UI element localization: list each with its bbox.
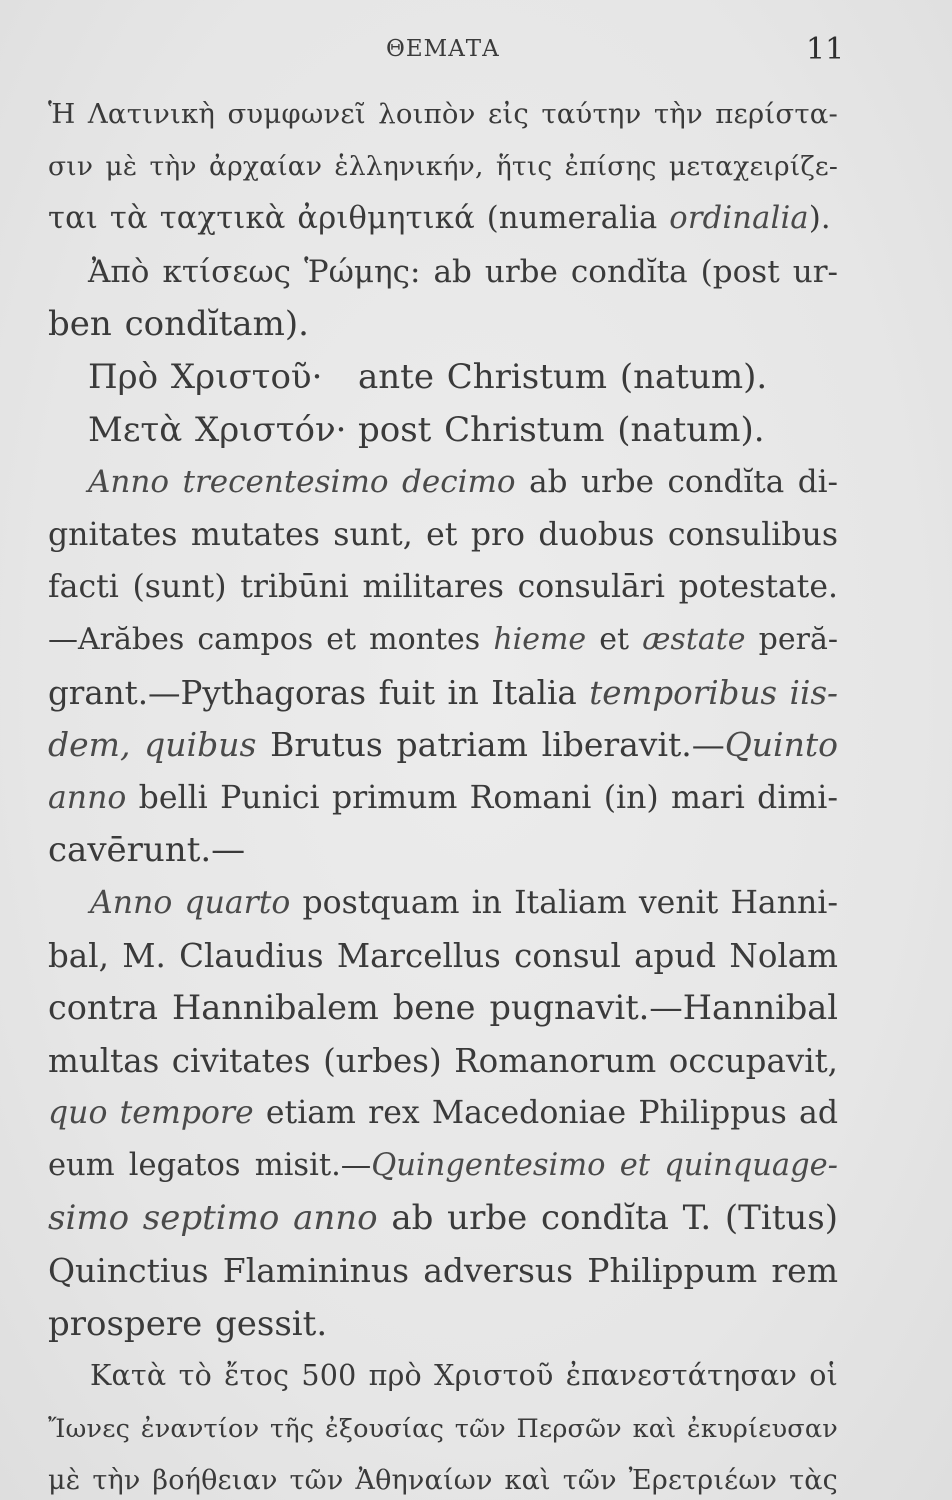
text-line: contra Hannibalem bene pugnavit.—Hannibal: [48, 988, 838, 1028]
text-line: [48, 404, 838, 457]
text-line: [48, 456, 838, 509]
text-line: gnitates mutates sunt, et pro duobus consulibus: [48, 516, 838, 553]
text-line: Κατὰ τὸ ἔτος 500 πρὸ Χριστοῦ ἐπανεστάτησαν οἱ: [90, 1359, 838, 1393]
line-segment: Μετὰ Χριστόν·: [88, 409, 347, 450]
text-line: Ἴωνες ἐναντίον τῆς ἐξουσίας τῶν Περσῶν καὶ ἐκυρίευσαν: [48, 1413, 838, 1444]
page-header: [0, 30, 952, 80]
running-head: ΘΕΜΑΤΑ: [386, 36, 500, 62]
body-text: [48, 88, 838, 1500]
line-segment: postquam in Italiam venit Hanni-: [290, 884, 838, 921]
line-segment: ).: [808, 201, 831, 237]
text-line: [48, 1140, 838, 1193]
italic-segment: hieme: [493, 621, 587, 657]
text-line: [48, 614, 838, 667]
line-segment: ab urbe condĭta T. (Titus): [377, 1198, 838, 1239]
text-line: Ἡ Λατινικὴ συμφωνεῖ λοιπὸν εἰς ταύτην τὴν περίστα-: [48, 98, 838, 130]
line-segment: etiam rex Macedoniae Philippus ad: [253, 1095, 838, 1132]
text-line: ben condĭtam).: [48, 304, 309, 345]
italic-segment: Quinto: [724, 725, 838, 765]
italic-segment: ordinalia: [669, 201, 809, 237]
text-line: Quinctius Flamininus adversus Philippum rem: [48, 1251, 838, 1291]
text-line: [48, 351, 838, 404]
text-line: facti (sunt) tribūni militares consulāri potestate.: [48, 569, 838, 606]
text-line: σιν μὲ τὴν ἀρχαίαν ἑλληνικήν, ἥτις ἐπίσης μεταχειρίζε-: [48, 150, 838, 182]
line-segment: grant.—Pythagoras fuit in Italia: [48, 673, 590, 712]
text-line: bal, M. Claudius Marcellus consul apud Nolam: [48, 936, 838, 975]
page-number: 11: [806, 32, 845, 67]
line-segment: post Christum (natum).: [358, 409, 765, 450]
text-line: multas civitates (urbes) Romanorum occupavit,: [48, 1041, 838, 1080]
text-line: [48, 1087, 838, 1140]
text-line: Ἀπὸ κτίσεως Ῥώμης: ab urbe condĭta (post ur-: [88, 253, 838, 290]
text-line: cavērunt.—: [48, 830, 246, 871]
italic-segment: Quingentesimo et quinquage-: [371, 1147, 838, 1183]
italic-segment: quo tempore: [48, 1095, 254, 1132]
line-segment: belli Punici primum Romani (in) mari dimi-: [126, 779, 838, 816]
line-segment: Πρὸ Χριστοῦ·: [88, 356, 323, 397]
text-line: [48, 877, 838, 930]
text-line: [48, 772, 838, 825]
text-line: prospere gessit.: [48, 1303, 328, 1344]
italic-segment: Anno trecentesimo decimo: [88, 464, 516, 501]
text-line: [48, 193, 838, 246]
line-segment: ante Christum (natum).: [358, 356, 768, 397]
italic-segment: simo septimo anno: [48, 1198, 378, 1239]
italic-segment: temporibus iis-: [589, 673, 838, 712]
italic-segment: æstate: [642, 621, 746, 657]
text-line: [48, 1192, 838, 1245]
line-segment: ται τὰ ταχτικὰ ἀριθμητικά (numeralia: [48, 201, 670, 237]
line-segment: et: [586, 621, 643, 657]
line-segment: ab urbe condĭta di-: [515, 464, 839, 501]
text-line: μὲ τὴν βοήθειαν τῶν Ἀθηναίων καὶ τῶν Ἐρετριέων τὰς: [48, 1465, 838, 1497]
line-segment: peră-: [745, 621, 839, 657]
text-line: [48, 719, 838, 772]
italic-segment: Anno quarto: [90, 884, 291, 921]
line-segment: eum legatos misit.—: [48, 1147, 372, 1183]
line-segment: Brutus patriam liberavit.—: [256, 725, 725, 765]
italic-segment: anno: [48, 779, 127, 816]
italic-segment: dem, quibus: [48, 725, 257, 765]
line-segment: —Arăbes campos et montes: [48, 621, 494, 657]
text-line: [48, 667, 838, 720]
